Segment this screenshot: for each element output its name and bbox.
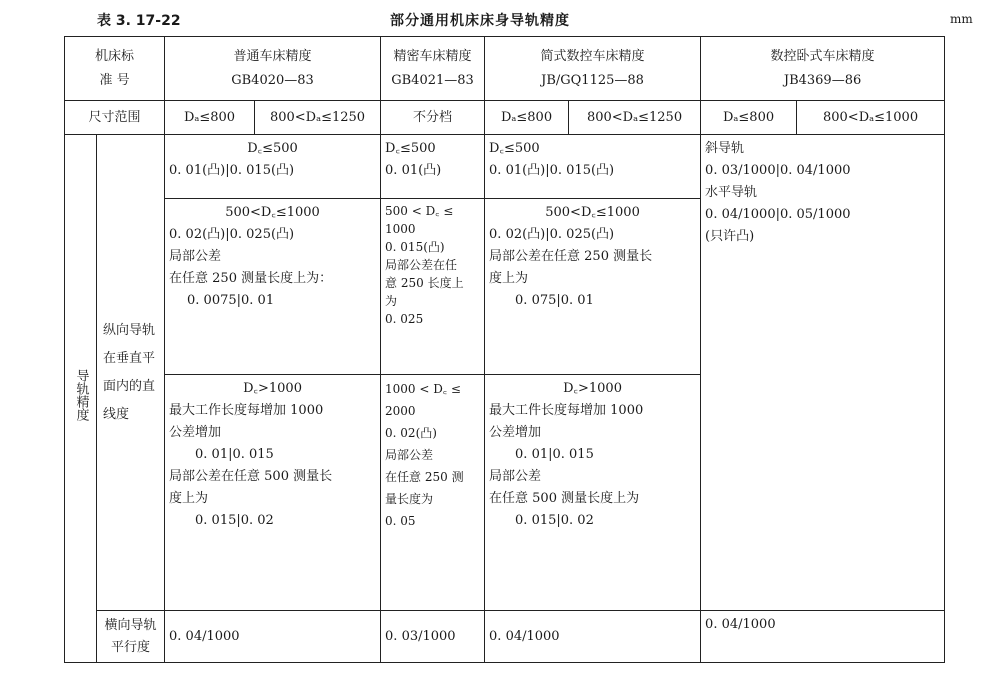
note: 局部公差 — [489, 469, 542, 484]
parallel-normal: 0. 04/1000 — [165, 611, 381, 663]
value: 0. 01(凸)|0. 015(凸) — [489, 163, 615, 178]
group-precise-header — [381, 37, 485, 101]
parallel-cnc: 0. 04/1000 — [485, 611, 701, 663]
condition: 500 < D꜀ ≤ — [385, 204, 454, 218]
table-number: 表 3. 17-22 — [97, 13, 181, 29]
condition: 500<D꜀≤1000 — [545, 205, 640, 220]
value: 0. 015|0. 02 — [515, 513, 594, 528]
cnc-band-1 — [485, 135, 701, 199]
note: 意 250 长度上 — [385, 276, 464, 290]
range-cell: 不分档 — [381, 101, 485, 135]
group-cnc-header — [485, 37, 701, 101]
size-range-row — [65, 101, 945, 135]
condition: D꜀≤500 — [385, 141, 436, 156]
note: 公差增加 — [169, 425, 222, 440]
condition: 1000 — [385, 222, 416, 236]
note: 局部公差在任意 500 测量长 — [169, 469, 333, 484]
size-range-label: 尺寸范围 — [65, 101, 165, 135]
table-header — [0, 0, 1000, 36]
condition: D꜀>1000 — [563, 381, 622, 396]
condition: 500<D꜀≤1000 — [225, 205, 320, 220]
note: 在任意 500 测量长度上为 — [489, 491, 640, 506]
cnc-horizontal-straightness — [701, 135, 945, 611]
value: 0. 075|0. 01 — [515, 293, 594, 308]
category-label: 导轨精度 — [73, 368, 89, 421]
condition: D꜀≤500 — [247, 141, 298, 156]
condition: 1000 < D꜀ ≤ — [385, 382, 461, 396]
value: 0. 01|0. 015 — [515, 447, 594, 462]
note: 在任意 250 测量长度上为： — [169, 271, 333, 286]
value: 0. 02(凸)|0. 025(凸) — [489, 227, 615, 242]
value: 0. 025 — [385, 312, 424, 326]
parallelism-label — [97, 611, 165, 663]
note: 度上为 — [489, 271, 529, 286]
precise-band-1 — [381, 135, 485, 199]
value: 0. 015(凸) — [385, 240, 445, 254]
standard-label-cell — [65, 37, 165, 101]
note: 为 — [385, 294, 398, 308]
note: 局部公差 — [385, 448, 434, 462]
header-row — [65, 37, 945, 101]
value: 0. 01(凸) — [385, 163, 442, 178]
parallel-precise: 0. 03/1000 — [381, 611, 485, 663]
note: 最大工件长度每增加 1000 — [489, 403, 644, 418]
standard-label-2: 准 号 — [99, 72, 130, 88]
group-standard: GB4021—83 — [391, 72, 474, 88]
note: 最大工作长度每增加 1000 — [169, 403, 324, 418]
category-cell — [65, 135, 97, 663]
label-line: 横向导轨 — [104, 617, 157, 633]
value: 0. 05 — [385, 514, 416, 528]
condition: 2000 — [385, 404, 416, 418]
parallel-horizontal: 0. 04/1000 — [701, 611, 945, 663]
parallelism-row — [65, 611, 945, 663]
group-name: 简式数控车床精度 — [540, 48, 645, 64]
flat-guide-label: 水平导轨 — [705, 185, 758, 200]
unit-label: mm — [950, 12, 973, 26]
value: 0. 01|0. 015 — [195, 447, 274, 462]
group-cnc-horizontal-header — [701, 37, 945, 101]
value: 0. 0075|0. 01 — [187, 293, 275, 308]
precision-table — [64, 36, 945, 663]
group-standard: JB/GQ1125—88 — [541, 72, 644, 88]
range-cell: Dₐ≤800 — [701, 101, 797, 135]
precise-band-3 — [381, 375, 485, 611]
slant-guide-value: 0. 03/1000|0. 04/1000 — [705, 163, 851, 178]
range-cell: Dₐ≤800 — [485, 101, 569, 135]
label-line: 平行度 — [111, 639, 151, 655]
group-name: 精密车床精度 — [393, 48, 472, 64]
note: 量长度为 — [385, 492, 434, 506]
value: 0. 02(凸)|0. 025(凸) — [169, 227, 295, 242]
value: 0. 01(凸)|0. 015(凸) — [169, 163, 295, 178]
group-name: 数控卧式车床精度 — [770, 48, 875, 64]
normal-band-1 — [165, 135, 381, 199]
range-cell: 800<Dₐ≤1250 — [255, 101, 381, 135]
condition: D꜀≤500 — [489, 141, 540, 156]
normal-band-2 — [165, 199, 381, 375]
group-normal-header — [165, 37, 381, 101]
note: 局部公差 — [169, 249, 222, 264]
note: 局部公差在任 — [385, 258, 458, 272]
normal-band-3 — [165, 375, 381, 611]
flat-guide-value: 0. 04/1000|0. 05/1000 — [705, 207, 851, 222]
vertical-band-1 — [65, 135, 945, 199]
note: 度上为 — [169, 491, 209, 506]
convex-only-note: (只许凸) — [705, 229, 755, 244]
note: 局部公差在任意 250 测量长 — [489, 249, 653, 264]
cnc-band-3 — [485, 375, 701, 611]
cnc-band-2 — [485, 199, 701, 375]
group-standard: JB4369—86 — [783, 72, 862, 88]
table-title: 部分通用机床床身导轨精度 — [390, 13, 570, 29]
note: 公差增加 — [489, 425, 542, 440]
slant-guide-label: 斜导轨 — [705, 141, 745, 156]
value: 0. 015|0. 02 — [195, 513, 274, 528]
group-standard: GB4020—83 — [231, 72, 314, 88]
value: 0. 02(凸) — [385, 426, 437, 440]
condition: D꜀>1000 — [243, 381, 302, 396]
note: 在任意 250 测 — [385, 470, 464, 484]
vertical-straightness-label: 纵向导轨在垂直平面内的直线度 — [97, 135, 165, 611]
range-cell: 800<Dₐ≤1250 — [569, 101, 701, 135]
group-name: 普通车床精度 — [233, 48, 312, 64]
precise-band-2 — [381, 199, 485, 375]
standard-label-1: 机床标 — [95, 48, 135, 64]
range-cell: 800<Dₐ≤1000 — [797, 101, 945, 135]
range-cell: Dₐ≤800 — [165, 101, 255, 135]
